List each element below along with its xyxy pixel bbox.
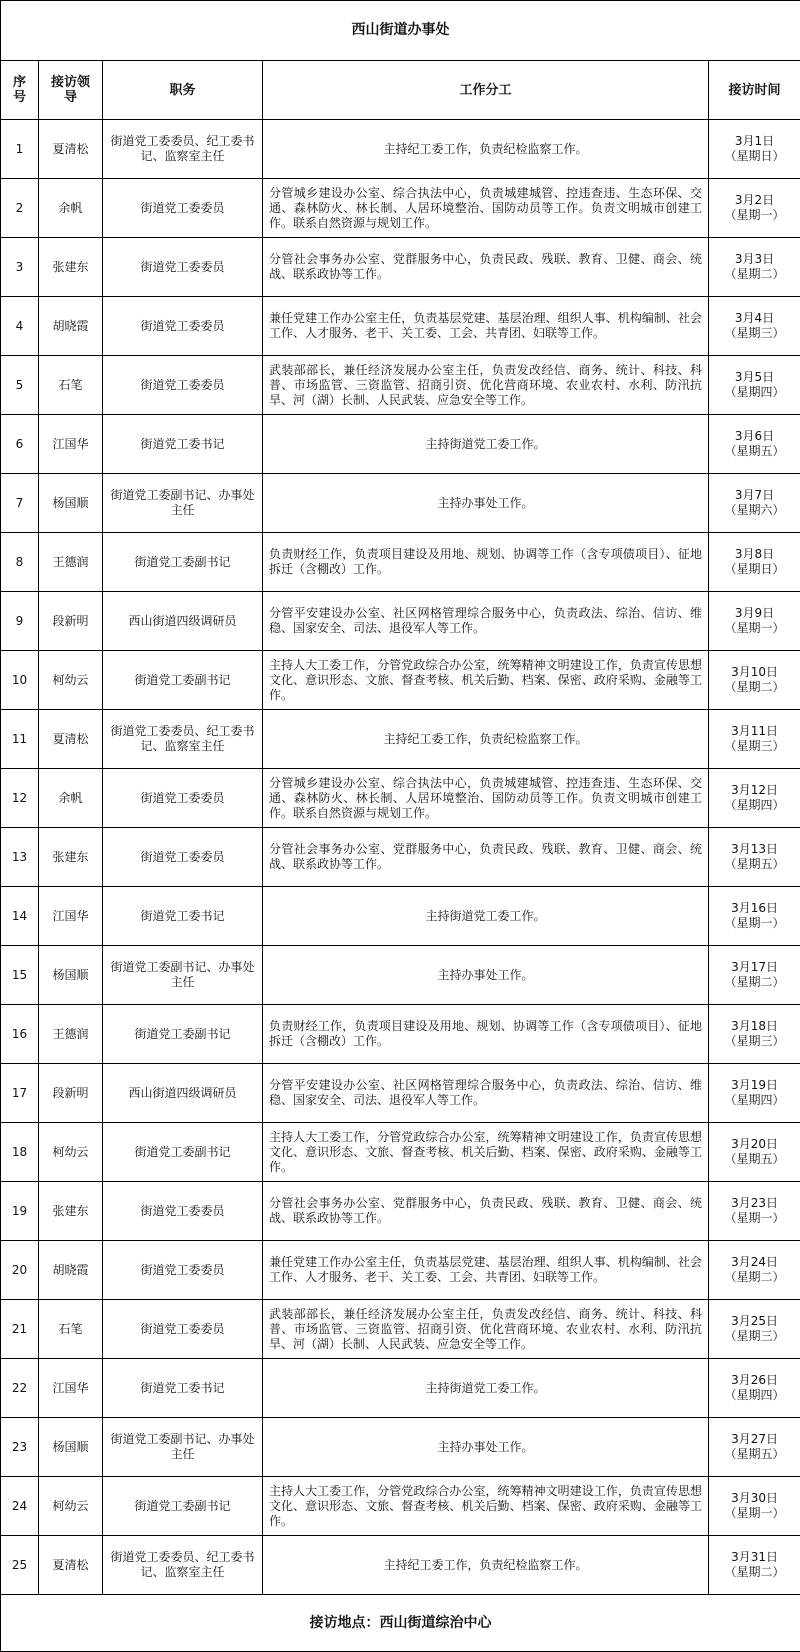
table-row: [1, 828, 800, 887]
cell-leader: 夏清松: [39, 1536, 103, 1595]
header-position: 职务: [103, 61, 263, 120]
header-leader: 接访领导: [39, 61, 103, 120]
cell-position: 街道党工委委员: [103, 297, 263, 356]
cell-duty: 主持办事处工作。: [263, 1418, 709, 1477]
table-row: [1, 1123, 800, 1182]
cell-duty: 主持人大工委工作，分管党政综合办公室，统筹精神文明建设工作，负责宣传思想文化、意识形态、文旅、督查考核、机关后勤、档案、保密、政府采购、金融等工作。: [263, 1123, 709, 1182]
cell-duty: 主持人大工委工作，分管党政综合办公室，统筹精神文明建设工作，负责宣传思想文化、意识形态、文旅、督查考核、机关后勤、档案、保密、政府采购、金融等工作。: [263, 651, 709, 710]
cell-position: 街道党工委书记: [103, 887, 263, 946]
cell-leader: 石笔: [39, 356, 103, 415]
cell-time: [709, 533, 800, 592]
cell-duty: 武装部部长，兼任经济发展办公室主任，负责发改经信、商务、统计、科技、科普、市场监管、三资监管、招商引资、优化营商环境、农业农村、水利、防汛抗旱、河（湖）长制、人民武装、应急安全等工作。: [263, 1300, 709, 1359]
cell-position: 街道党工委委员: [103, 828, 263, 887]
cell-leader: 柯幼云: [39, 651, 103, 710]
reception-date: 3月3日: [715, 252, 794, 267]
reception-weekday: （星期三）: [715, 739, 794, 754]
cell-time: [709, 474, 800, 533]
cell-time: [709, 1123, 800, 1182]
table-row: [1, 769, 800, 828]
cell-duty: 主持纪工委工作，负责纪检监察工作。: [263, 120, 709, 179]
cell-no: 12: [1, 769, 39, 828]
reception-date: 3月10日: [715, 665, 794, 680]
cell-time: [709, 1005, 800, 1064]
cell-no: 20: [1, 1241, 39, 1300]
cell-leader: 江国华: [39, 887, 103, 946]
cell-position: 街道党工委委员: [103, 179, 263, 238]
cell-position: 街道党工委副书记: [103, 651, 263, 710]
table-row: [1, 238, 800, 297]
reception-date: 3月31日: [715, 1550, 794, 1565]
cell-no: 7: [1, 474, 39, 533]
cell-time: [709, 238, 800, 297]
reception-weekday: （星期三）: [715, 1329, 794, 1344]
cell-duty: 兼任党建工作办公室主任，负责基层党建、基层治理、组织人事、机构编制、社会工作、人才服务、老干、关工委、工会、共青团、妇联等工作。: [263, 1241, 709, 1300]
cell-leader: 夏清松: [39, 120, 103, 179]
cell-position: 街道党工委副书记、办事处主任: [103, 474, 263, 533]
cell-position: 街道党工委委员、纪工委书记、监察室主任: [103, 1536, 263, 1595]
reception-weekday: （星期日）: [715, 562, 794, 577]
cell-leader: 柯幼云: [39, 1123, 103, 1182]
cell-no: 16: [1, 1005, 39, 1064]
table-row: [1, 1359, 800, 1418]
cell-no: 6: [1, 415, 39, 474]
reception-weekday: （星期一）: [715, 1211, 794, 1226]
cell-leader: 胡晓霞: [39, 297, 103, 356]
reception-date: 3月16日: [715, 901, 794, 916]
cell-time: [709, 710, 800, 769]
cell-leader: 夏清松: [39, 710, 103, 769]
cell-duty: 分管社会事务办公室、党群服务中心，负责民政、残联、教育、卫健、商会、统战、联系政协等工作。: [263, 1182, 709, 1241]
table-row: [1, 356, 800, 415]
cell-no: 8: [1, 533, 39, 592]
cell-time: [709, 769, 800, 828]
reception-weekday: （星期一）: [715, 1506, 794, 1521]
reception-date: 3月1日: [715, 134, 794, 149]
cell-position: 街道党工委副书记、办事处主任: [103, 1418, 263, 1477]
cell-duty: 负责财经工作，负责项目建设及用地、规划、协调等工作（含专项债项目）、征地拆迁（含棚改）工作。: [263, 1005, 709, 1064]
cell-no: 9: [1, 592, 39, 651]
cell-no: 1: [1, 120, 39, 179]
cell-no: 23: [1, 1418, 39, 1477]
reception-weekday: （星期三）: [715, 1034, 794, 1049]
cell-no: 14: [1, 887, 39, 946]
reception-weekday: （星期六）: [715, 503, 794, 518]
cell-time: [709, 415, 800, 474]
cell-position: 街道党工委委员: [103, 238, 263, 297]
cell-position: 街道党工委委员、纪工委书记、监察室主任: [103, 710, 263, 769]
cell-no: 11: [1, 710, 39, 769]
reception-location: 接访地点：西山街道综治中心: [1, 1595, 800, 1652]
cell-duty: 兼任党建工作办公室主任，负责基层党建、基层治理、组织人事、机构编制、社会工作、人才服务、老干、关工委、工会、共青团、妇联等工作。: [263, 297, 709, 356]
table-row: [1, 1005, 800, 1064]
table-row: [1, 297, 800, 356]
cell-leader: 石笔: [39, 1300, 103, 1359]
cell-time: [709, 1241, 800, 1300]
reception-weekday: （星期四）: [715, 1093, 794, 1108]
reception-weekday: （星期四）: [715, 385, 794, 400]
cell-no: 4: [1, 297, 39, 356]
reception-weekday: （星期一）: [715, 208, 794, 223]
cell-time: [709, 946, 800, 1005]
header-time: 接访时间: [709, 61, 800, 120]
reception-date: 3月4日: [715, 311, 794, 326]
cell-duty: 负责财经工作，负责项目建设及用地、规划、协调等工作（含专项债项目）、征地拆迁（含棚改）工作。: [263, 533, 709, 592]
cell-position: 街道党工委副书记: [103, 1477, 263, 1536]
cell-no: 17: [1, 1064, 39, 1123]
table-row: [1, 1241, 800, 1300]
reception-date: 3月18日: [715, 1019, 794, 1034]
cell-duty: 分管平安建设办公室、社区网格管理综合服务中心，负责政法、综治、信访、维稳、国家安全、司法、退役军人等工作。: [263, 1064, 709, 1123]
cell-position: 街道党工委委员: [103, 769, 263, 828]
cell-position: 街道党工委副书记: [103, 1123, 263, 1182]
reception-date: 3月17日: [715, 960, 794, 975]
cell-time: [709, 1536, 800, 1595]
reception-date: 3月7日: [715, 488, 794, 503]
reception-date: 3月25日: [715, 1314, 794, 1329]
cell-position: 西山街道四级调研员: [103, 592, 263, 651]
table-row: [1, 474, 800, 533]
cell-duty: 分管社会事务办公室、党群服务中心，负责民政、残联、教育、卫健、商会、统战、联系政协等工作。: [263, 238, 709, 297]
reception-date: 3月6日: [715, 429, 794, 444]
cell-position: 街道党工委书记: [103, 1359, 263, 1418]
cell-time: [709, 887, 800, 946]
cell-duty: 分管社会事务办公室、党群服务中心，负责民政、残联、教育、卫健、商会、统战、联系政协等工作。: [263, 828, 709, 887]
cell-duty: 主持人大工委工作，分管党政综合办公室，统筹精神文明建设工作，负责宣传思想文化、意识形态、文旅、督查考核、机关后勤、档案、保密、政府采购、金融等工作。: [263, 1477, 709, 1536]
reception-date: 3月30日: [715, 1491, 794, 1506]
cell-leader: 胡晓霞: [39, 1241, 103, 1300]
cell-time: [709, 1300, 800, 1359]
table-row: [1, 1300, 800, 1359]
table-row: [1, 120, 800, 179]
cell-time: [709, 297, 800, 356]
cell-no: 19: [1, 1182, 39, 1241]
cell-time: [709, 120, 800, 179]
table-row: [1, 887, 800, 946]
cell-no: 2: [1, 179, 39, 238]
cell-leader: 王德润: [39, 1005, 103, 1064]
cell-position: 街道党工委副书记、办事处主任: [103, 946, 263, 1005]
cell-position: 街道党工委书记: [103, 415, 263, 474]
cell-duty: 主持街道党工委工作。: [263, 415, 709, 474]
table-row: [1, 533, 800, 592]
reception-date: 3月23日: [715, 1196, 794, 1211]
reception-weekday: （星期二）: [715, 267, 794, 282]
table-row: [1, 415, 800, 474]
cell-leader: 段新明: [39, 1064, 103, 1123]
table-row: [1, 1064, 800, 1123]
cell-time: [709, 1477, 800, 1536]
cell-leader: 张建东: [39, 828, 103, 887]
cell-position: 街道党工委副书记: [103, 1005, 263, 1064]
cell-position: 街道党工委委员: [103, 1182, 263, 1241]
table-row: [1, 592, 800, 651]
cell-duty: 主持街道党工委工作。: [263, 1359, 709, 1418]
reception-date: 3月9日: [715, 606, 794, 621]
cell-position: 街道党工委委员: [103, 356, 263, 415]
reception-weekday: （星期五）: [715, 444, 794, 459]
cell-time: [709, 651, 800, 710]
cell-no: 24: [1, 1477, 39, 1536]
reception-weekday: （星期三）: [715, 326, 794, 341]
cell-position: 街道党工委委员: [103, 1300, 263, 1359]
cell-duty: 武装部部长，兼任经济发展办公室主任，负责发改经信、商务、统计、科技、科普、市场监管、三资监管、招商引资、优化营商环境、农业农村、水利、防汛抗旱、河（湖）长制、人民武装、应急安全等工作。: [263, 356, 709, 415]
table-row: [1, 1477, 800, 1536]
cell-duty: 分管平安建设办公室、社区网格管理综合服务中心，负责政法、综治、信访、维稳、国家安全、司法、退役军人等工作。: [263, 592, 709, 651]
cell-no: 21: [1, 1300, 39, 1359]
reception-weekday: （星期二）: [715, 1565, 794, 1580]
cell-leader: 张建东: [39, 238, 103, 297]
cell-leader: 段新明: [39, 592, 103, 651]
cell-no: 3: [1, 238, 39, 297]
table-title: 西山街道办事处: [1, 1, 800, 61]
cell-leader: 杨国顺: [39, 474, 103, 533]
table-row: [1, 710, 800, 769]
reception-date: 3月5日: [715, 370, 794, 385]
cell-time: [709, 179, 800, 238]
reception-date: 3月8日: [715, 547, 794, 562]
cell-leader: 杨国顺: [39, 946, 103, 1005]
table-row: [1, 1418, 800, 1477]
reception-date: 3月12日: [715, 783, 794, 798]
cell-duty: 分管城乡建设办公室、综合执法中心，负责城建城管、控违查违、生态环保、交通、森林防火、林长制、人居环境整治、国防动员等工作。负责文明城市创建工作。联系自然资源与规划工作。: [263, 179, 709, 238]
cell-leader: 江国华: [39, 415, 103, 474]
cell-time: [709, 1418, 800, 1477]
cell-leader: 杨国顺: [39, 1418, 103, 1477]
cell-position: 街道党工委委员: [103, 1241, 263, 1300]
cell-no: 10: [1, 651, 39, 710]
cell-position: 街道党工委副书记: [103, 533, 263, 592]
cell-time: [709, 1064, 800, 1123]
cell-leader: 王德润: [39, 533, 103, 592]
reception-weekday: （星期二）: [715, 1270, 794, 1285]
cell-no: 13: [1, 828, 39, 887]
cell-no: 15: [1, 946, 39, 1005]
cell-leader: 江国华: [39, 1359, 103, 1418]
cell-duty: 主持街道党工委工作。: [263, 887, 709, 946]
reception-date: 3月26日: [715, 1373, 794, 1388]
cell-leader: 余帆: [39, 179, 103, 238]
cell-position: 西山街道四级调研员: [103, 1064, 263, 1123]
reception-date: 3月11日: [715, 724, 794, 739]
cell-leader: 余帆: [39, 769, 103, 828]
header-duty: 工作分工: [263, 61, 709, 120]
cell-position: 街道党工委委员、纪工委书记、监察室主任: [103, 120, 263, 179]
cell-duty: 主持办事处工作。: [263, 474, 709, 533]
reception-date: 3月19日: [715, 1078, 794, 1093]
table-row: [1, 1182, 800, 1241]
cell-leader: 柯幼云: [39, 1477, 103, 1536]
cell-no: 5: [1, 356, 39, 415]
cell-time: [709, 356, 800, 415]
cell-no: 25: [1, 1536, 39, 1595]
cell-duty: 主持纪工委工作，负责纪检监察工作。: [263, 710, 709, 769]
header-row: [1, 61, 800, 120]
reception-weekday: （星期四）: [715, 1388, 794, 1403]
header-no: 序号: [1, 61, 39, 120]
reception-date: 3月27日: [715, 1432, 794, 1447]
reception-date: 3月24日: [715, 1255, 794, 1270]
cell-duty: 主持办事处工作。: [263, 946, 709, 1005]
reception-weekday: （星期五）: [715, 857, 794, 872]
reception-weekday: （星期一）: [715, 916, 794, 931]
reception-weekday: （星期一）: [715, 621, 794, 636]
reception-weekday: （星期四）: [715, 798, 794, 813]
reception-weekday: （星期日）: [715, 149, 794, 164]
reception-weekday: （星期五）: [715, 1447, 794, 1462]
cell-leader: 张建东: [39, 1182, 103, 1241]
cell-no: 22: [1, 1359, 39, 1418]
cell-time: [709, 1182, 800, 1241]
reception-date: 3月20日: [715, 1137, 794, 1152]
cell-time: [709, 592, 800, 651]
cell-duty: 分管城乡建设办公室、综合执法中心，负责城建城管、控违查违、生态环保、交通、森林防火、林长制、人居环境整治、国防动员等工作。负责文明城市创建工作。联系自然资源与规划工作。: [263, 769, 709, 828]
table-row: [1, 651, 800, 710]
table-row: [1, 179, 800, 238]
reception-weekday: （星期二）: [715, 680, 794, 695]
cell-duty: 主持纪工委工作，负责纪检监察工作。: [263, 1536, 709, 1595]
cell-no: 18: [1, 1123, 39, 1182]
cell-time: [709, 828, 800, 887]
table-row: [1, 946, 800, 1005]
reception-date: 3月2日: [715, 193, 794, 208]
reception-weekday: （星期二）: [715, 975, 794, 990]
reception-date: 3月13日: [715, 842, 794, 857]
cell-time: [709, 1359, 800, 1418]
table-row: [1, 1536, 800, 1595]
reception-weekday: （星期五）: [715, 1152, 794, 1167]
